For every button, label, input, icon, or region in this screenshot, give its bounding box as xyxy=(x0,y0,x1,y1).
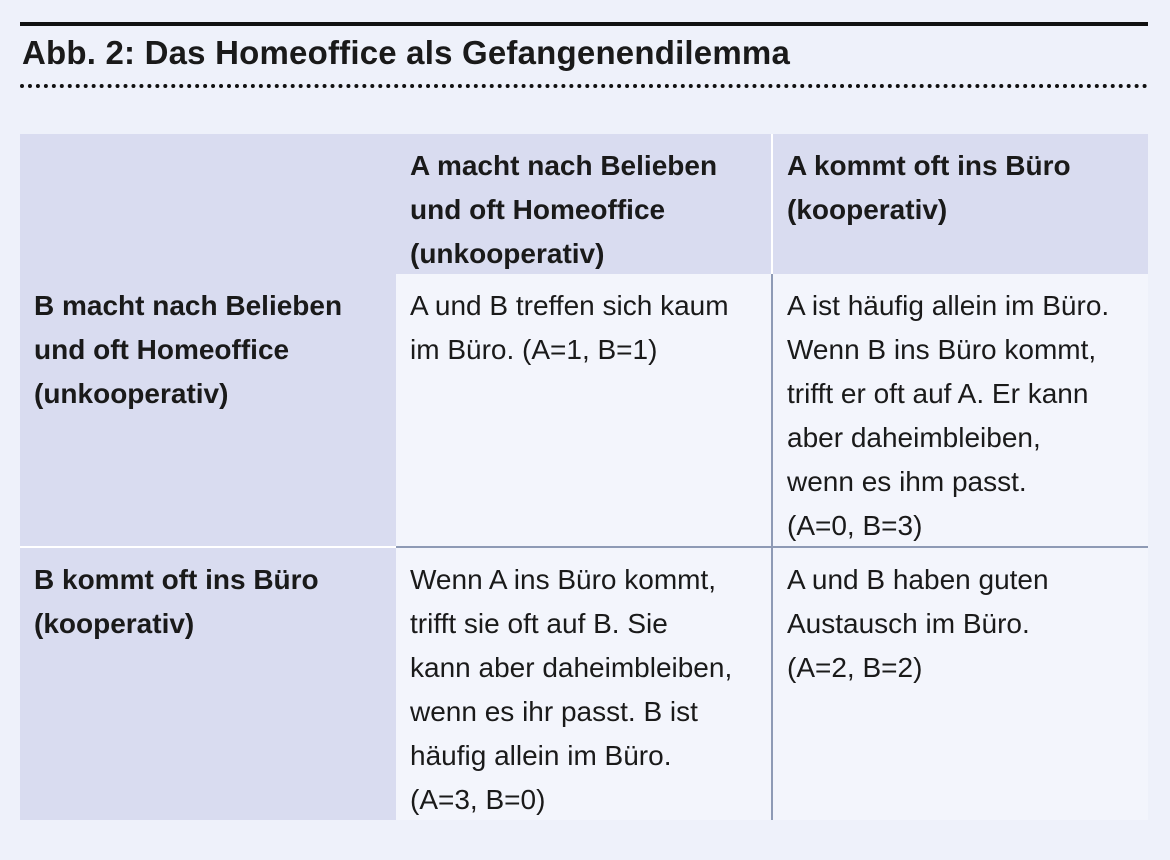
cell-text-line: A und B treffen sich kaum xyxy=(410,290,729,321)
cell-text-line: Austausch im Büro. xyxy=(787,608,1030,639)
cell-text-line: im Büro. (A=1, B=1) xyxy=(410,334,658,365)
column-header-a-unkooperativ xyxy=(396,134,771,274)
cell-text-line: (A=3, B=0) xyxy=(410,784,546,815)
column-header-line: (kooperativ) xyxy=(787,194,948,225)
cell-text-line: (A=2, B=2) xyxy=(787,652,923,683)
table-cell-b-koop-a-unkoop xyxy=(396,548,772,820)
row-header-line: und oft Homeoffice xyxy=(34,334,290,365)
cell-text-line: häufig allein im Büro. xyxy=(410,740,672,771)
cell-text-line: wenn es ihm passt. xyxy=(787,466,1027,497)
cell-text-line: trifft er oft auf A. Er kann xyxy=(787,378,1089,409)
table-cell-b-koop-a-koop xyxy=(773,548,1148,820)
table-cell-b-unkoop-a-koop xyxy=(773,274,1148,546)
cell-text-line: Wenn B ins Büro kommt, xyxy=(787,334,1097,365)
column-header-line: (unkooperativ) xyxy=(410,238,605,269)
row-divider xyxy=(396,546,1148,548)
column-header-line: A macht nach Belieben xyxy=(410,150,718,181)
top-rule xyxy=(20,22,1148,26)
table-corner-cell xyxy=(20,134,396,274)
cell-text-line: wenn es ihr passt. B ist xyxy=(410,696,698,727)
cell-text-line: kann aber daheimbleiben, xyxy=(410,652,733,683)
figure-title: Abb. 2: Das Homeoffice als Gefangenendilemma xyxy=(22,34,790,71)
dotted-divider xyxy=(20,84,1148,88)
row-header-line: (kooperativ) xyxy=(34,608,195,639)
cell-text-line: Wenn A ins Büro kommt, xyxy=(410,564,717,595)
row-header-line: (unkooperativ) xyxy=(34,378,229,409)
cell-text-line: A ist häufig allein im Büro. xyxy=(787,290,1110,321)
row-header-b-unkooperativ xyxy=(20,274,396,546)
cell-text-line: (A=0, B=3) xyxy=(787,510,923,541)
row-header-b-kooperativ xyxy=(20,548,396,820)
row-header-line: B kommt oft ins Büro xyxy=(34,564,319,595)
cell-text-line: trifft sie oft auf B. Sie xyxy=(410,608,668,639)
row-header-line: B macht nach Belieben xyxy=(34,290,343,321)
cell-text-line: aber daheimbleiben, xyxy=(787,422,1041,453)
payoff-matrix-table xyxy=(20,134,1148,820)
column-header-line: und oft Homeoffice xyxy=(410,194,666,225)
cell-text-line: A und B haben guten xyxy=(787,564,1049,595)
table-cell-b-unkoop-a-unkoop xyxy=(396,274,772,546)
row-header-divider xyxy=(20,546,396,548)
column-header-line: A kommt oft ins Büro xyxy=(787,150,1071,181)
column-header-a-kooperativ xyxy=(773,134,1148,274)
header-column-divider xyxy=(771,134,773,274)
